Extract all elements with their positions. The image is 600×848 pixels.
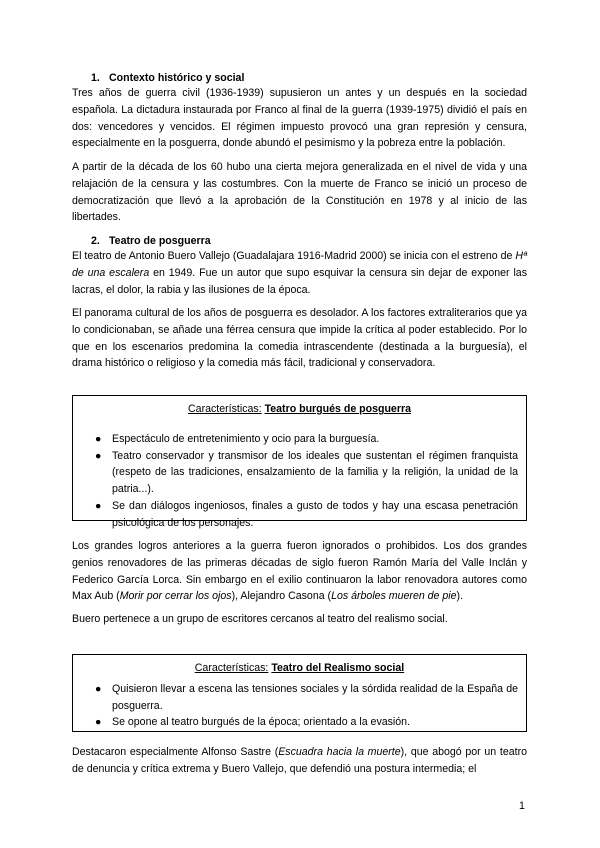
list-item [73, 681, 526, 715]
box-title [73, 660, 526, 677]
section-1-title: Contexto histórico y social [109, 72, 245, 84]
list-item [73, 431, 526, 448]
section-2-number: 2. [91, 235, 100, 247]
section-2-paragraph-3 [72, 538, 527, 605]
list-item-text: Se dan diálogos ingeniosos, finales a gusto de todos y hay una escasa penetración psicológica de los personajes. [112, 499, 518, 529]
list-item-text: Teatro conservador y transmisor de los ideales que sustentan el régimen franquista (respeto de las tradiciones, ensalzamiento de la familia y la religión, la unidad de la patria...). [112, 449, 518, 496]
section-2-paragraph-2: El panorama cultural de los años de posguerra es desolador. A los factores extraliterarios que ya lo condicionaban, se añade una férrea censura que impide la crítica al poder establecido. Por lo que en los escenarios predomina la comedia intrascendente (destinada a la burguesía), el drama histórico o religioso y la comedia más fácil, tradicional y conservadora. [72, 307, 527, 370]
list-item [73, 448, 526, 498]
section-2-title: Teatro de posguerra [109, 235, 211, 247]
characteristics-list [73, 681, 526, 731]
list-item-text: Se opone al teatro burgués de la época; orientado a la evasión. [112, 716, 411, 729]
list-item-text: Espectáculo de entretenimiento y ocio para la burguesía. [112, 432, 380, 445]
box-title-prefix: Características: [188, 403, 262, 415]
box-title-prefix: Características: [194, 662, 269, 674]
box-title-text: Teatro burgués de posguerra [264, 403, 411, 415]
paragraph-text: ), que abogó por un teatro de denuncia y crítica extrema y Buero Vallejo, que defendió una postura intermedia; el [72, 746, 527, 775]
bullet-icon: ● [95, 716, 102, 729]
work-title: Morir por cerrar los ojos [119, 590, 232, 603]
characteristics-box-social-realism [72, 654, 527, 732]
paragraph-text: en 1949. Fue un autor que supo esquivar la censura sin dejar de exponer las lacras, el dolor, la rabia y las ilusiones de la época. [72, 266, 527, 296]
characteristics-list [73, 431, 526, 532]
bullet-icon: ● [95, 432, 102, 445]
list-item-text: Quisieron llevar a escena las tensiones sociales y la sórdida realidad de la España de posguerra. [112, 682, 518, 712]
section-1-paragraph-1: Tres años de guerra civil (1936-1939) supusieron un antes y un después en la sociedad española. La dictadura instaurada por Franco al final de la guerra (1939-1975) dividió el país en dos: vencedores y vencidos. El régimen impuesto provocó una gran represión y censura, especialmente en la posguerra, donde abundó el pesimismo y la pobreza entre la población. [72, 87, 527, 150]
section-2-paragraph-4: Buero pertenece a un grupo de escritores cercanos al teatro del realismo social. [72, 613, 448, 625]
box-title [73, 401, 526, 418]
bullet-icon: ● [95, 449, 102, 462]
section-2-paragraph-1 [72, 248, 527, 298]
work-title: Escuadra hacia la muerte [278, 746, 401, 758]
list-item [73, 498, 526, 532]
bullet-icon: ● [95, 682, 102, 695]
work-title: Los árboles mueren de pie [331, 590, 457, 603]
work-title: Hª de una escalera [72, 250, 527, 279]
paragraph-text: Los grandes logros anteriores a la guerra fueron ignorados o prohibidos. Los dos grandes genios renovadores de las primeras décadas de siglo fueron Ramón María del Valle Inclán y Federico García Lorca. Sin embargo en el exilio continuaron la labor renovadora autores como Max Aub ( [72, 540, 527, 603]
page-number: 1 [519, 800, 525, 812]
paragraph-text: ). [456, 590, 464, 603]
list-item [73, 714, 526, 731]
section-2-paragraph-5 [72, 744, 527, 778]
box-title-text: Teatro del Realismo social [271, 662, 405, 674]
section-1-paragraph-2: A partir de la década de los 60 hubo una cierta mejora generalizada en el nivel de vida y una relajación de la censura y las costumbres. Con la muerte de Franco se inició un proceso de democratización que llevó a la aprobación de la Constitución en 1978 y al inicio de las libertades. [72, 161, 527, 224]
characteristics-box-bourgeois [72, 395, 527, 529]
section-1-number: 1. [91, 72, 100, 84]
paragraph-text: ), Alejandro Casona ( [231, 590, 332, 603]
paragraph-text: Destacaron especialmente Alfonso Sastre ( [72, 746, 279, 758]
paragraph-text: El teatro de Antonio Buero Vallejo (Guadalajara 1916-Madrid 2000) se inicia con el estreno de [72, 250, 516, 262]
bullet-icon: ● [95, 499, 102, 512]
